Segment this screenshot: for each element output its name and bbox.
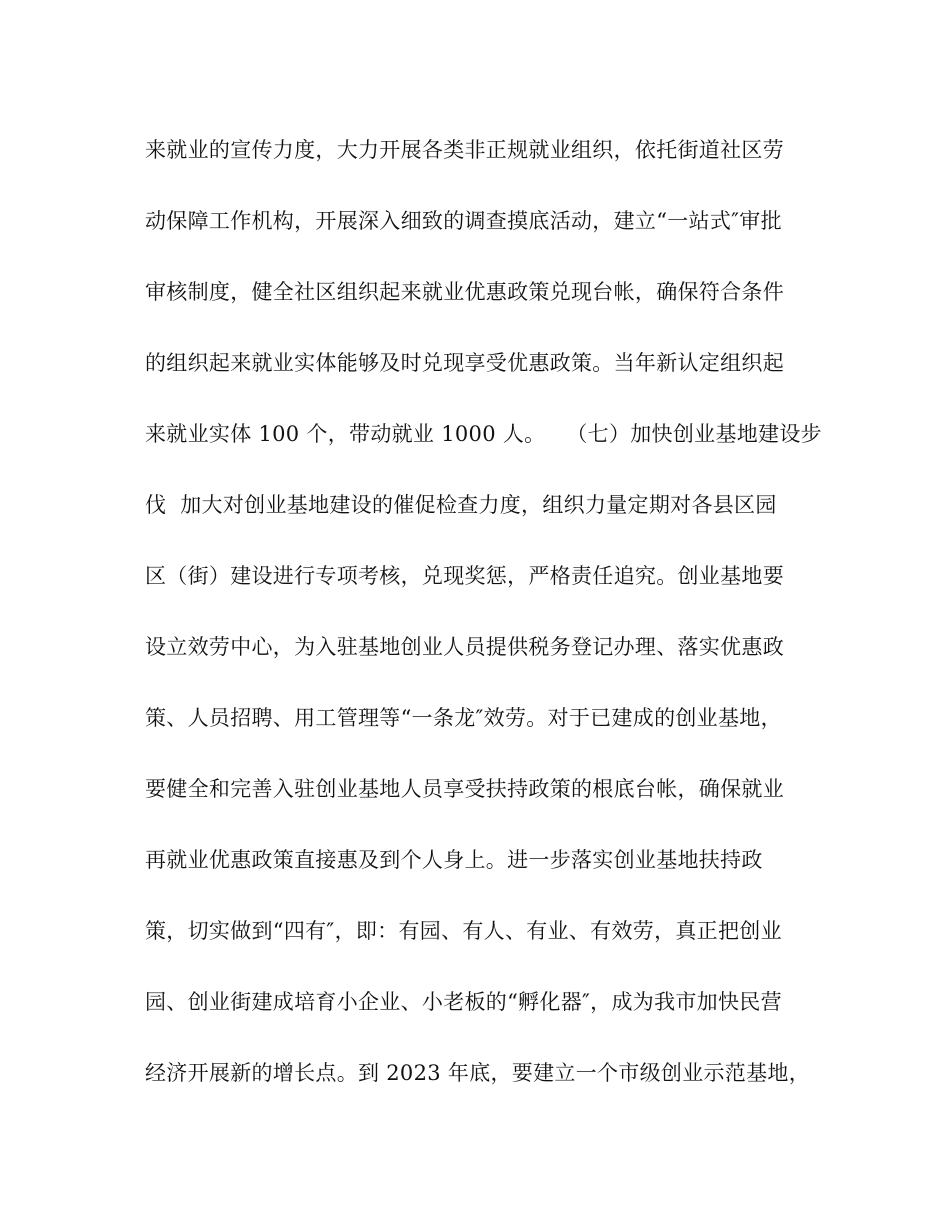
paragraph-line: 动保障工作机构，开展深入细致的调查摸底活动，建立“一站式″审批	[145, 209, 782, 233]
paragraph-line: 经济开展新的增长点。到 2023 年底，要建立一个市级创业示范基地，	[145, 1061, 810, 1085]
paragraph-line: 设立效劳中心，为入驻基地创业人员提供税务登记办理、落实优惠政	[145, 635, 784, 659]
paragraph-line: 区（街）建设进行专项考核，兑现奖惩，严格责任追究。创业基地要	[145, 564, 784, 588]
paragraph-line: 策，切实做到“四有″，即：有园、有人、有业、有效劳，真正把创业	[145, 919, 782, 943]
paragraph-line: 审核制度，健全社区组织起来就业优惠政策兑现台帐，确保符合条件	[145, 280, 784, 304]
paragraph-line: 园、创业街建成培育小企业、小老板的“孵化器″，成为我市加快民营	[145, 990, 782, 1014]
section-heading-line: 伐 加大对创业基地建设的催促检查力度，组织力量定期对各县区园	[145, 493, 777, 517]
paragraph-line: 策、人员招聘、用工管理等“一条龙″效劳。对于已建成的创业基地，	[145, 706, 782, 730]
paragraph-line: 再就业优惠政策直接惠及到个人身上。进一步落实创业基地扶持政	[145, 848, 763, 872]
paragraph-line: 要健全和完善入驻创业基地人员享受扶持政策的根底台帐，确保就业	[145, 777, 784, 801]
paragraph-line: 的组织起来就业实体能够及时兑现享受优惠政策。当年新认定组织起	[145, 351, 784, 375]
paragraph-line: 来就业的宣传力度，大力开展各类非正规就业组织，依托街道社区劳	[145, 138, 784, 162]
paragraph-line: 来就业实体 100 个，带动就业 1000 人。 （七）加快创业基地建设步	[145, 422, 822, 446]
